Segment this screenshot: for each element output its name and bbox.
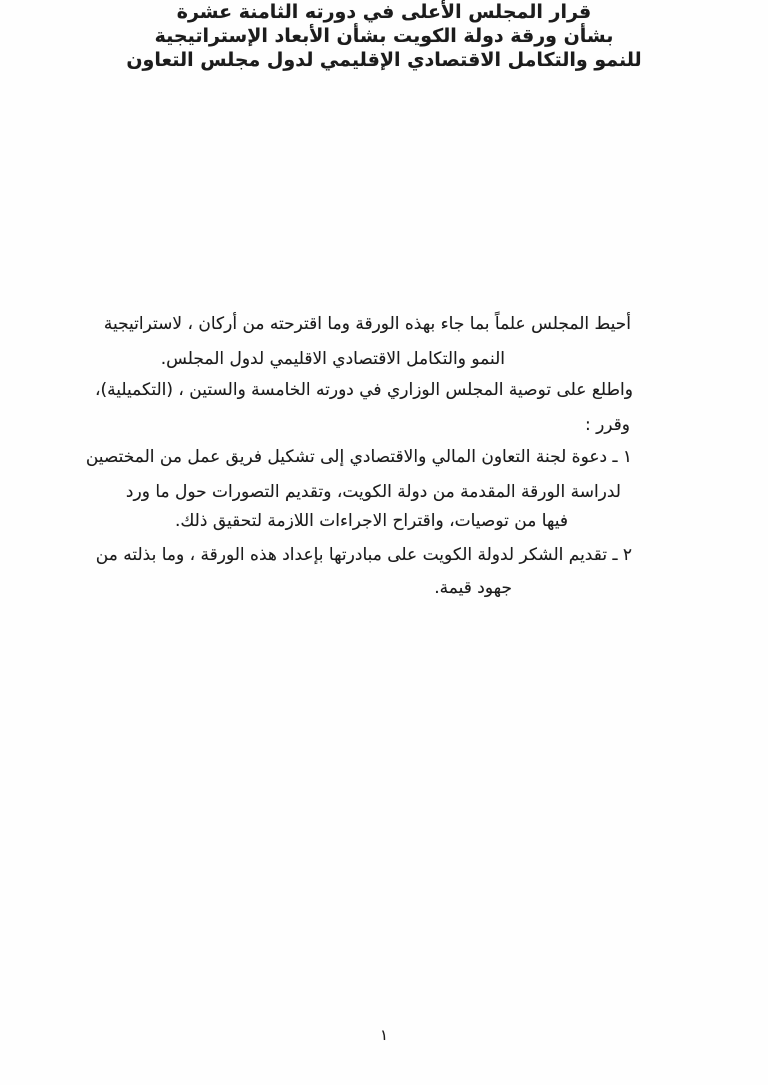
document-title-line-1: قرار المجلس الأعلى في دورته الثامنة عشرة (176, 1, 592, 23)
document-title-line-3: للنمو والتكامل الاقتصادي الإقليمي لدول مجلس التعاون (126, 49, 642, 71)
page-number: ١ (379, 1026, 389, 1044)
intro-paragraph-line-2: النمو والتكامل الاقتصادي الاقليمي لدول المجلس. (160, 349, 505, 369)
decision-item-1-line-2: لدراسة الورقة المقدمة من دولة الكويت، وتقديم التصورات حول ما ورد (125, 482, 621, 502)
decision-item-2-line-1: ٢ ـ تقديم الشكر لدولة الكويت على مبادرتها بإعداد هذه الورقة ، وما بذلته من (95, 545, 632, 565)
document-title-line-2: بشأن ورقة دولة الكويت بشأن الأبعاد الإستراتيجية (154, 25, 614, 47)
review-paragraph-line-1: واطلع على توصية المجلس الوزاري في دورته الخامسة والستين ، (التكميلية)، (95, 380, 633, 400)
decision-item-1-line-3: فيها من توصيات، واقتراح الاجراءات اللازمة لتحقيق ذلك. (174, 511, 568, 531)
decision-item-1-line-1: ١ ـ دعوة لجنة التعاون المالي والاقتصادي إلى تشكيل فريق عمل من المختصين (85, 447, 632, 467)
decision-item-2-line-2: جهود قيمة. (434, 578, 512, 598)
intro-paragraph-line-1: أحيط المجلس علماً بما جاء بهذه الورقة وما اقترحته من أركان ، لاستراتيجية (103, 314, 631, 334)
decided-label: وقرر : (584, 415, 630, 435)
